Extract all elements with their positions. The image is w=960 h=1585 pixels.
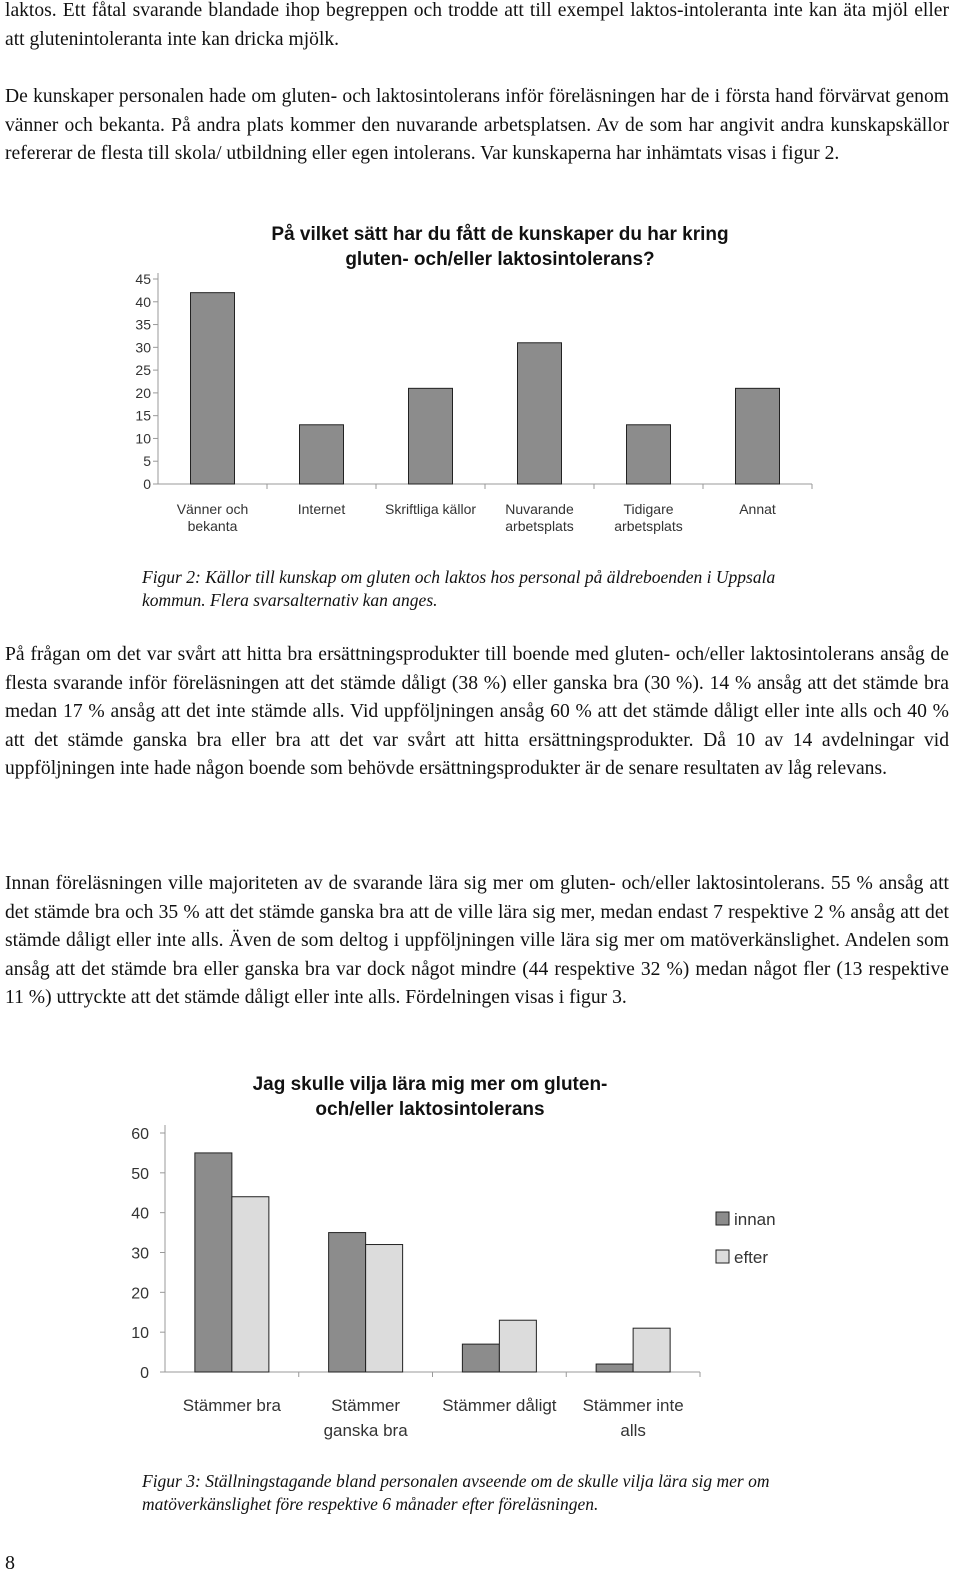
bar-efter <box>366 1245 403 1372</box>
x-category-label: Vänner och <box>176 501 249 517</box>
y-tick-label: 35 <box>135 316 151 333</box>
y-tick-label: 25 <box>135 362 151 379</box>
y-tick-label: 30 <box>135 339 151 356</box>
chart-title: Jag skulle vilja lära mig mer om gluten- <box>252 1074 608 1095</box>
x-category-label: alls <box>620 1421 646 1440</box>
x-category-label: Internet <box>297 501 346 517</box>
x-category-label: Skriftliga källor <box>384 501 477 517</box>
chart-title: På vilket sätt har du fått de kunskaper du har kring <box>271 224 729 245</box>
bar-efter <box>499 1320 536 1372</box>
bar-innan <box>329 1233 366 1372</box>
legend-swatch-innan <box>716 1212 729 1225</box>
bar-efter <box>633 1328 670 1372</box>
y-tick-label: 15 <box>135 407 151 424</box>
legend-swatch-efter <box>716 1250 729 1263</box>
x-category-label: Tidigare <box>623 501 674 517</box>
legend-label-efter: efter <box>734 1248 769 1267</box>
y-tick-label: 0 <box>143 476 151 492</box>
x-category-label: arbetsplats <box>505 518 574 534</box>
y-tick-label: 0 <box>140 1365 149 1382</box>
y-tick-label: 10 <box>135 430 151 447</box>
legend-label-innan: innan <box>734 1210 776 1229</box>
y-tick-label: 30 <box>131 1245 149 1263</box>
y-tick-label: 20 <box>131 1285 149 1303</box>
x-category-label: Stämmer <box>331 1396 401 1415</box>
y-tick-label: 50 <box>131 1165 149 1183</box>
x-category-label: Nuvarande <box>505 501 574 517</box>
chart-title: och/eller laktosintolerans <box>315 1099 545 1120</box>
chart-title: gluten- och/eller laktosintolerans? <box>345 249 655 270</box>
bar-innan <box>462 1344 499 1372</box>
figure-2-caption: Figur 2: Källor till kunskap om gluten och laktos hos personal på äldreboenden i Uppsala kommun. Flera svarsalternativ kan anges. <box>142 567 776 610</box>
y-tick-label: 10 <box>131 1325 149 1343</box>
x-category-label: Stämmer dåligt <box>442 1396 557 1415</box>
y-tick-label: 5 <box>143 453 151 470</box>
page-number: 8 <box>5 1552 15 1574</box>
y-tick-label: 60 <box>131 1126 149 1143</box>
bar-innan <box>195 1153 232 1372</box>
paragraph-learn-more: Innan föreläsningen ville majoriteten av de svarande lära sig mer om gluten- och/eller laktosintolerans. 55 % ansåg att det stämde bra och 35 % att det stämde ganska bra att de ville lära sig mer, medan endast 7 respektive 2 % ansåg att det stämde dåligt eller inte alls. Även de som deltog i uppföljningen ville lära sig mer om matöverkänslighet. Andelen som ansåg att det stämde bra eller ganska bra var dock något mindre (44 respektive 32 %) medan något fler (13 respektive 11 %) uttryckte att det stämde dåligt eller inte alls. Fördelningen visas i figur 3. <box>5 873 949 1009</box>
y-tick-label: 40 <box>131 1205 149 1223</box>
x-category-label: Stämmer inte <box>582 1396 684 1415</box>
paragraph-intro: laktos. Ett fåtal svarande blandade ihop begreppen och trodde att till exempel laktos-intoleranta inte kan äta mjöl eller att glutenintoleranta inte kan dricka mjölk. <box>5 0 949 50</box>
y-tick-label: 45 <box>135 271 151 287</box>
x-category-label: arbetsplats <box>614 518 683 534</box>
paragraph-replacement-products: På frågan om det var svårt att hitta bra ersättningsprodukter till boende med gluten- och/eller laktosintolerans ansåg de flesta svarande inför föreläsningen att det stämde dåligt (38 %) eller ganska bra (30 %). 14 % ansåg att det stämde bra medan 17 % ansåg att det inte stämde alls. Vid uppföljningen ansåg 60 % att det stämde dåligt eller inte alls och 40 % att det stämde ganska bra eller bra att det var svårt att hitta ersättningsprodukter. Då 10 av 14 avdelningar vid uppföljningen inte hade någon boende som behövde ersättningsprodukter är de senare resultaten av låg relevans. <box>5 644 949 780</box>
paragraph-knowledge-sources: De kunskaper personalen hade om gluten- och laktosintolerans inför föreläsningen har de i första hand förvärvat genom vänner och bekanta. På andra plats kommer den nuvarande arbetsplatsen. Av de som har angivit andra kunskapskällor refererar de flesta till skola/ utbildning eller egen intolerans. Var kunskaperna har inhämtats visas i figur 2. <box>5 86 949 165</box>
bar-efter <box>232 1197 269 1372</box>
x-category-label: bekanta <box>187 518 238 534</box>
bar-innan <box>596 1364 633 1372</box>
x-category-label: ganska bra <box>323 1421 408 1440</box>
x-category-label: Stämmer bra <box>182 1396 281 1415</box>
y-tick-label: 20 <box>135 384 151 401</box>
y-tick-label: 40 <box>135 293 151 310</box>
figure-3-caption: Figur 3: Ställningstagande bland personalen avseende om de skulle vilja lära sig mer om matöverkänslighet före respektive 6 månader efter föreläsningen. <box>142 1471 770 1514</box>
x-category-label: Annat <box>739 501 776 517</box>
